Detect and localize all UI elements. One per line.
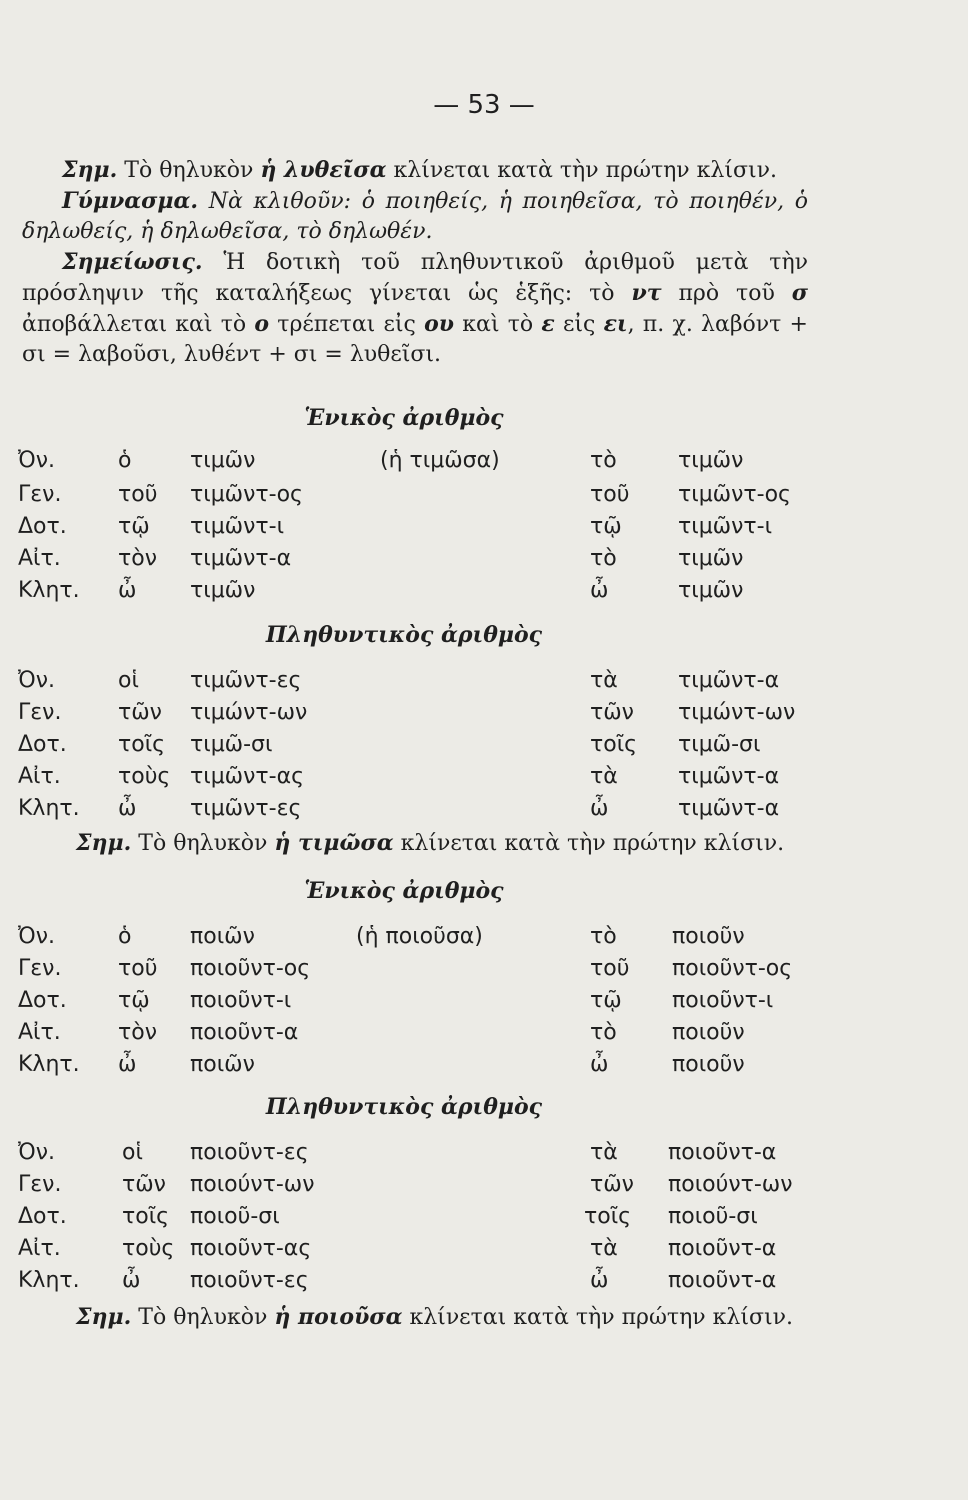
exercise-lead: Γύμνασμα. xyxy=(62,188,199,214)
case-label: Κλητ. xyxy=(18,1268,80,1293)
article-masculine: ὁ xyxy=(118,924,132,949)
note-lead: Σημ. xyxy=(76,1304,132,1330)
form-neuter: τιμῶντ-α xyxy=(678,796,780,821)
case-label: Ὀν. xyxy=(18,1140,55,1165)
remark-lead: Σημείωσις. xyxy=(62,249,203,275)
declension-row xyxy=(0,578,968,610)
feminine-note xyxy=(76,1304,793,1330)
note-word: ἡ τιμῶσα xyxy=(274,830,394,856)
declension-row xyxy=(0,1052,968,1084)
note-text: Τὸ θηλυκὸν xyxy=(131,831,275,856)
page-number: — 53 — xyxy=(433,90,535,120)
form-masculine: τιμῶν xyxy=(190,578,256,603)
case-label: Γεν. xyxy=(18,1172,62,1197)
article-neuter: τῶν xyxy=(590,700,634,725)
article-neuter: τὰ xyxy=(590,764,618,789)
form-neuter: ποιοῦ-σι xyxy=(668,1204,758,1229)
form-masculine: ποιοῦντ-ος xyxy=(190,956,311,981)
article-neuter: τὰ xyxy=(590,1236,618,1261)
remark-text: Ἡ δοτικὴ τοῦ πληθυντικοῦ ἀριθμοῦ μετὰ τὴν πρόσληψιν τῆς καταλήξεως γίνεται ὡς ἑξῆς: τὸ xyxy=(22,250,808,306)
declension-row xyxy=(0,668,968,700)
form-masculine: τιμῶντ-ος xyxy=(190,482,303,507)
remark-text: εἰς xyxy=(554,312,604,337)
case-label: Κλητ. xyxy=(18,796,80,821)
form-masculine: ποιῶν xyxy=(190,1052,255,1077)
case-label: Κλητ. xyxy=(18,578,80,603)
declension-row xyxy=(0,514,968,546)
article-neuter: ὦ xyxy=(590,1052,609,1077)
article-neuter: ὦ xyxy=(590,578,609,603)
article-neuter: τὸ xyxy=(590,546,617,571)
remark-paragraph xyxy=(22,247,808,370)
form-masculine: τιμῶντ-α xyxy=(190,546,292,571)
form-neuter: ποιοῦν xyxy=(672,924,745,949)
form-masculine: τιμῶντ-ας xyxy=(190,764,304,789)
form-masculine: ποιούντ-ων xyxy=(190,1172,315,1197)
article-neuter: τὰ xyxy=(590,668,618,693)
declension-row xyxy=(0,700,968,732)
form-neuter: τιμῶντ-ι xyxy=(678,514,773,539)
form-neuter: τιμῶν xyxy=(678,546,744,571)
case-label: Γεν. xyxy=(18,482,62,507)
article-masculine: τῶν xyxy=(122,1172,166,1197)
case-label: Ὀν. xyxy=(18,668,55,693)
form-neuter: τιμῶν xyxy=(678,448,744,473)
case-label: Δοτ. xyxy=(18,514,67,539)
form-neuter: ποιοῦντ-ι xyxy=(672,988,774,1013)
case-label: Αἰτ. xyxy=(18,1236,61,1261)
form-neuter: ποιοῦντ-α xyxy=(668,1140,777,1165)
remark-text: τρέπεται εἰς xyxy=(269,312,425,337)
exercise-text: Νὰ κλιθοῦν: ὁ ποιηθείς, ἡ ποιηθεῖσα, τὸ ποιηθέν, ὁ δηλωθείς, ἡ δηλωθεῖσα, τὸ δηλωθέν. xyxy=(22,189,808,244)
section-heading: Ἑνικὸς ἀριθμὸς xyxy=(304,878,504,904)
form-masculine: ποιοῦντ-α xyxy=(190,1020,299,1045)
form-masculine: τιμώντ-ων xyxy=(190,700,308,725)
form-neuter: τιμῶ-σι xyxy=(678,732,761,757)
remark-term: ε xyxy=(541,311,555,337)
remark-text: ἀποβάλλεται καὶ τὸ xyxy=(22,312,255,337)
form-masculine: ποιοῦντ-ας xyxy=(190,1236,312,1261)
article-neuter: τὸ xyxy=(590,448,617,473)
remark-term: ντ xyxy=(631,280,662,306)
form-masculine: ποιῶν xyxy=(190,924,255,949)
form-masculine: ποιοῦντ-ι xyxy=(190,988,292,1013)
article-neuter: τῷ xyxy=(590,988,622,1013)
declension-row xyxy=(0,956,968,988)
feminine-note xyxy=(76,830,784,856)
note-lead: Σημ. xyxy=(76,830,132,856)
declension-row xyxy=(0,1172,968,1204)
article-masculine: τοὺς xyxy=(122,1236,175,1261)
form-masculine: τιμῶντ-ες xyxy=(190,668,302,693)
declension-row xyxy=(0,1268,968,1300)
remark-term: ο xyxy=(254,311,270,337)
note-text: κλίνεται κατὰ τὴν πρώτην κλίσιν. xyxy=(386,158,777,183)
declension-row xyxy=(0,546,968,578)
form-masculine: ποιοῦντ-ες xyxy=(190,1268,309,1293)
article-masculine: ὦ xyxy=(118,1052,137,1077)
form-masculine: τιμῶντ-ι xyxy=(190,514,285,539)
declension-row xyxy=(0,924,968,956)
section-heading: Ἑνικὸς ἀριθμὸς xyxy=(304,405,504,431)
article-masculine: οἱ xyxy=(122,1140,143,1165)
form-masculine: ποιοῦ-σι xyxy=(190,1204,280,1229)
declension-row xyxy=(0,1020,968,1052)
form-masculine: ποιοῦντ-ες xyxy=(190,1140,309,1165)
form-neuter: ποιοῦν xyxy=(672,1052,745,1077)
case-label: Γεν. xyxy=(18,956,62,981)
article-neuter: τὰ xyxy=(590,1140,618,1165)
intro-text xyxy=(22,155,808,370)
article-masculine: τῶν xyxy=(118,700,162,725)
article-masculine: τοῖς xyxy=(122,1204,170,1229)
article-masculine: τοῦ xyxy=(118,956,158,981)
form-masculine: τιμῶντ-ες xyxy=(190,796,302,821)
form-feminine: (ἡ ποιοῦσα) xyxy=(356,924,483,949)
article-masculine: τῷ xyxy=(118,514,150,539)
article-masculine: τοῦ xyxy=(118,482,158,507)
declension-row xyxy=(0,1204,968,1236)
note-text: Τὸ θηλυκὸν xyxy=(117,158,261,183)
note-word: ἡ λυθεῖσα xyxy=(260,157,387,183)
article-masculine: τοῖς xyxy=(118,732,166,757)
article-masculine: τῷ xyxy=(118,988,150,1013)
article-masculine: τὸν xyxy=(118,546,157,571)
article-neuter: τὸ xyxy=(590,1020,617,1045)
declension-row xyxy=(0,764,968,796)
form-neuter: ποιούντ-ων xyxy=(668,1172,793,1197)
article-masculine: τοὺς xyxy=(118,764,171,789)
case-label: Ὀν. xyxy=(18,924,55,949)
remark-text: πρὸ τοῦ xyxy=(661,281,792,306)
exercise-paragraph xyxy=(22,186,808,247)
case-label: Αἰτ. xyxy=(18,764,61,789)
article-neuter: τοῦ xyxy=(590,956,630,981)
article-masculine: ὦ xyxy=(118,796,137,821)
article-neuter: τοῖς xyxy=(590,732,638,757)
remark-term: ου xyxy=(424,311,455,337)
declension-row xyxy=(0,448,968,480)
case-label: Δοτ. xyxy=(18,1204,67,1229)
form-neuter: τιμῶν xyxy=(678,578,744,603)
form-feminine: (ἡ τιμῶσα) xyxy=(380,448,500,473)
article-masculine: τὸν xyxy=(118,1020,157,1045)
form-masculine: τιμῶ-σι xyxy=(190,732,273,757)
note-text: Τὸ θηλυκὸν xyxy=(131,1305,275,1330)
remark-term: σ xyxy=(791,280,808,306)
form-masculine: τιμῶν xyxy=(190,448,256,473)
form-neuter: ποιοῦντ-α xyxy=(668,1236,777,1261)
remark-text: καὶ τὸ xyxy=(454,312,542,337)
article-neuter: ὦ xyxy=(590,796,609,821)
form-neuter: τιμῶντ-α xyxy=(678,668,780,693)
case-label: Ὀν. xyxy=(18,448,55,473)
declension-row xyxy=(0,796,968,828)
note-lead: Σημ. xyxy=(62,157,118,183)
intro-note-line xyxy=(22,155,808,186)
case-label: Κλητ. xyxy=(18,1052,80,1077)
case-label: Δοτ. xyxy=(18,732,67,757)
declension-row xyxy=(0,482,968,514)
form-neuter: ποιοῦντ-α xyxy=(668,1268,777,1293)
note-text: κλίνεται κατὰ τὴν πρώτην κλίσιν. xyxy=(393,831,785,856)
case-label: Αἰτ. xyxy=(18,1020,61,1045)
remark-term: ει xyxy=(603,311,628,337)
declension-row xyxy=(0,1236,968,1268)
remark-text: , π. χ. λαβόντ + σι = λαβοῦσι, λυθέντ + σι = λυθεῖσι. xyxy=(22,312,808,367)
article-neuter: τῶν xyxy=(590,1172,634,1197)
case-label: Γεν. xyxy=(18,700,62,725)
form-neuter: τιμῶντ-α xyxy=(678,764,780,789)
article-masculine: οἱ xyxy=(118,668,139,693)
section-heading: Πληθυντικὸς ἀριθμὸς xyxy=(265,622,543,648)
note-word: ἡ ποιοῦσα xyxy=(274,1304,403,1330)
form-neuter: ποιοῦντ-ος xyxy=(672,956,793,981)
declension-row xyxy=(0,1140,968,1172)
section-heading: Πληθυντικὸς ἀριθμὸς xyxy=(265,1094,543,1120)
article-neuter: ὦ xyxy=(590,1268,609,1293)
form-neuter: τιμώντ-ων xyxy=(678,700,796,725)
declension-row xyxy=(0,988,968,1020)
article-neuter: τοῖς xyxy=(584,1204,632,1229)
case-label: Αἰτ. xyxy=(18,546,61,571)
form-neuter: ποιοῦν xyxy=(672,1020,745,1045)
article-neuter: τοῦ xyxy=(590,482,630,507)
note-text: κλίνεται κατὰ τὴν πρώτην κλίσιν. xyxy=(402,1305,793,1330)
article-masculine: ὦ xyxy=(122,1268,141,1293)
article-neuter: τὸ xyxy=(590,924,617,949)
article-neuter: τῷ xyxy=(590,514,622,539)
article-masculine: ὁ xyxy=(118,448,132,473)
declension-row xyxy=(0,732,968,764)
form-neuter: τιμῶντ-ος xyxy=(678,482,791,507)
case-label: Δοτ. xyxy=(18,988,67,1013)
article-masculine: ὦ xyxy=(118,578,137,603)
